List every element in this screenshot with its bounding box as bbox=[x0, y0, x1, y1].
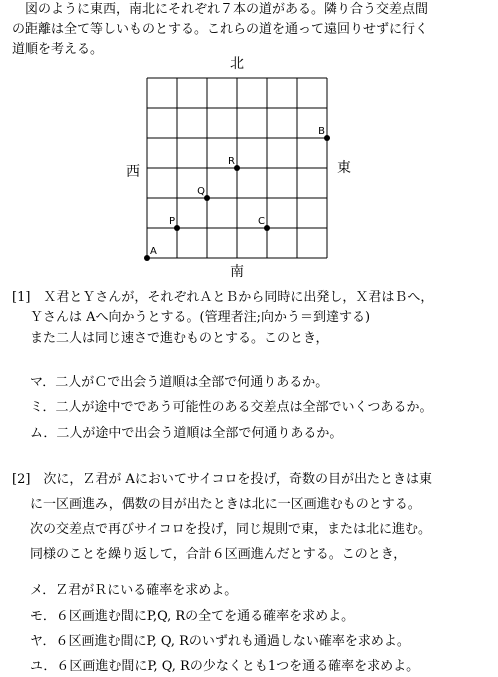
q2-item-me: メ．Ｚ君がＲにいる確率を求めよ。 bbox=[30, 583, 238, 598]
q2-line-4: 同様のことを繰り返して，合計６区画進んだとする。このとき， bbox=[30, 547, 407, 562]
q1-item-mi: ミ．二人が途中でであう可能性のある交差点は全部でいくつあるか。 bbox=[30, 400, 433, 415]
intersection-label-b: B bbox=[318, 126, 325, 137]
label-north: 北 bbox=[230, 56, 244, 72]
intro-line-3: 道順を考える。 bbox=[12, 42, 104, 57]
q2-item-ya: ヤ．６区画進む間にP, Q, Rのいずれも通過しない確率を求めよ。 bbox=[30, 634, 410, 649]
q1-heading: [1] Ｘ君とＹさんが，それぞれＡとＢから同時に出発し，Ｘ君はＢへ， bbox=[12, 290, 434, 305]
intro-line-2: の距離は全て等しいものとする。これらの道を通って遠回りせずに行く bbox=[12, 22, 429, 37]
intersection-label-q: Q bbox=[197, 186, 205, 197]
intersection-label-p: P bbox=[168, 216, 175, 227]
q2-item-yu: ユ．６区画進む間にP, Q, Rの少なくとも1つを通る確率を求めよ。 bbox=[30, 659, 420, 674]
label-south: 南 bbox=[230, 264, 244, 280]
q1-line-2: Ｙさんは Aへ向かうとする。(管理者注;向かう＝到達する) bbox=[30, 310, 371, 325]
q2-line-3: 次の交差点で再びサイコロを投げ，同じ規則で東，または北に進む。 bbox=[30, 522, 432, 537]
q1-item-ma: マ．二人がＣで出会う道順は全部で何通りあるか。 bbox=[30, 375, 329, 390]
intersection-label-c: C bbox=[258, 216, 265, 227]
intro-line-1: 図のように東西，南北にそれぞれ７本の道がある。隣り合う交差点間 bbox=[12, 2, 429, 17]
q2-heading: [2] 次に，Ｚ君が Aにおいてサイコロを投げ，奇数の目が出たときは東 bbox=[12, 472, 432, 487]
label-west: 西 bbox=[126, 164, 140, 180]
intersection-label-a: A bbox=[150, 246, 157, 257]
q2-line-2: に一区画進み，偶数の目が出たときは北に一区画進むものとする。 bbox=[30, 497, 421, 512]
q2-item-mo: モ．６区画進む間にP,Q, Rの全てを通る確率を求めよ。 bbox=[30, 609, 355, 624]
road-grid-diagram bbox=[0, 0, 498, 300]
label-east: 東 bbox=[337, 160, 351, 176]
q1-line-3: また二人は同じ速さで進むものとする。このとき， bbox=[30, 331, 329, 346]
intersection-label-r: R bbox=[228, 156, 235, 167]
q1-item-mu: ム．二人が途中で出会う道順は全部で何通りあるか。 bbox=[30, 426, 343, 441]
